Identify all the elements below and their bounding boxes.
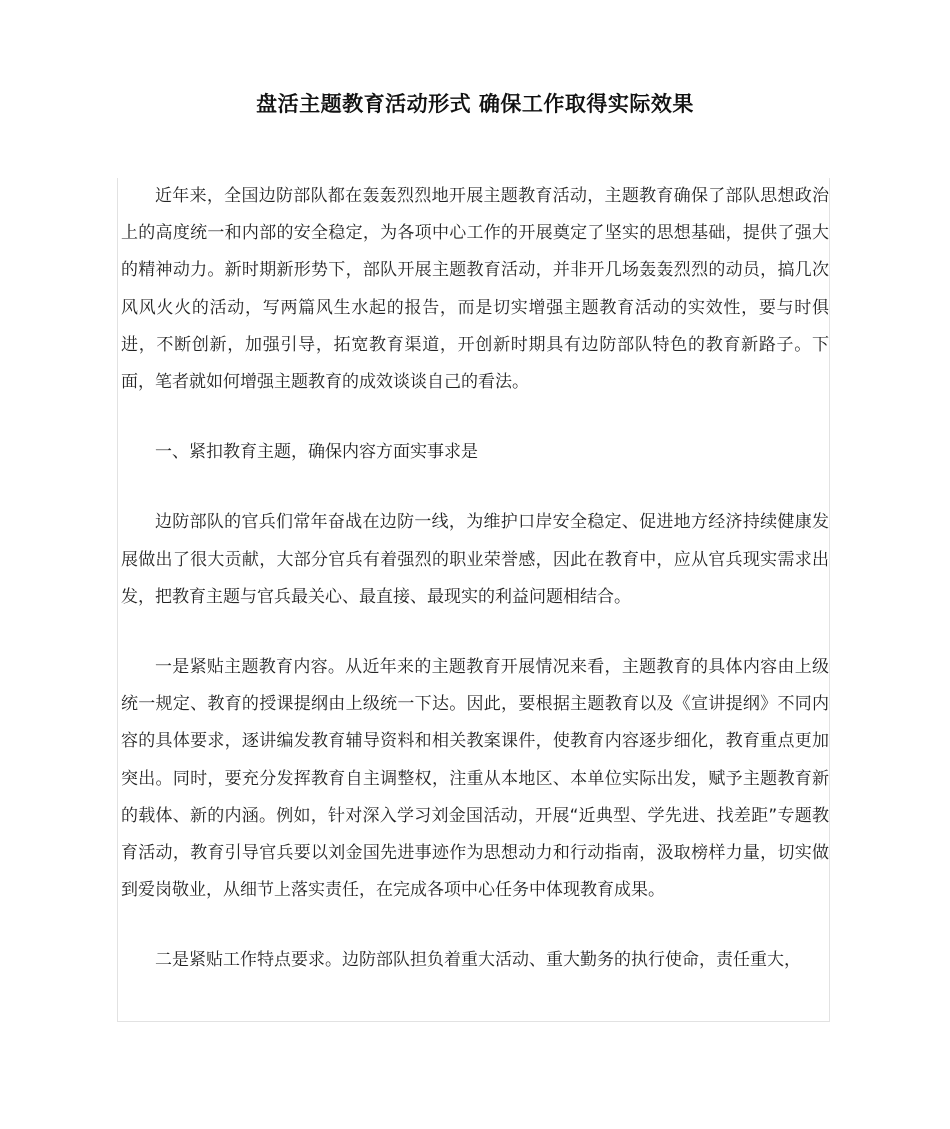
point-2-paragraph: 二是紧贴工作特点要求。边防部队担负着重大活动、重大勤务的执行使命，责任重大， [155, 950, 801, 971]
document-body [121, 178, 829, 980]
document-title: 盘活主题教育活动形式 确保工作取得实际效果 [256, 92, 694, 116]
paragraph-gap [121, 471, 829, 504]
paragraph-gap [121, 401, 829, 434]
paragraph-gap [121, 909, 829, 942]
intro-paragraph: 近年来，全国边防部队都在轰轰烈烈地开展主题教育活动，主题教育确保了部队思想政治上的高度统一和内部的安全稳定，为各项中心工作的开展奠定了坚实的思想基础，提供了强大的精神动力。新时期新形势下，部队开展主题教育活动，并非开几场轰轰烈烈的动员，搞几次风风火火的活动，写两篇风生水起的报告，而是切实增强主题教育活动的实效性，要与时俱进，不断创新，加强引导，拓宽教育渠道，开创新时期具有边防部队特色的教育新路子。下面，笔者就如何增强主题教育的成效谈谈自己的看法。 [121, 186, 829, 393]
point-1-paragraph: 一是紧贴主题教育内容。从近年来的主题教育开展情况来看，主题教育的具体内容由上级统一规定、教育的授课提纲由上级统一下达。因此，要根据主题教育以及《宣讲提纲》不同内容的具体要求，逐讲编发教育辅导资料和相关教案课件，使教育内容逐步细化，教育重点更加突出。同时，要充分发挥教育自主调整权，注重从本地区、本单位实际出发，赋予主题教育新的载体、新的内涵。例如，针对深入学习刘金国活动，开展“近典型、学先进、找差距”专题教育活动，教育引导官兵要以刘金国先进事迹作为思想动力和行动指南，汲取榜样力量，切实做到爱岗敬业，从细节上落实责任，在完成各项中心任务中体现教育成果。 [121, 657, 829, 901]
section-1-paragraph: 边防部队的官兵们常年奋战在边防一线，为维护口岸安全稳定、促进地方经济持续健康发展做出了很大贡献，大部分官兵有着强烈的职业荣誉感，因此在教育中，应从官兵现实需求出发，把教育主题与官兵最关心、最直接、最现实的利益问题相结合。 [121, 512, 829, 607]
paragraph-gap [121, 616, 829, 649]
document-body-frame [117, 178, 830, 1022]
section-heading-1: 一、紧扣教育主题，确保内容方面实事求是 [155, 442, 478, 463]
